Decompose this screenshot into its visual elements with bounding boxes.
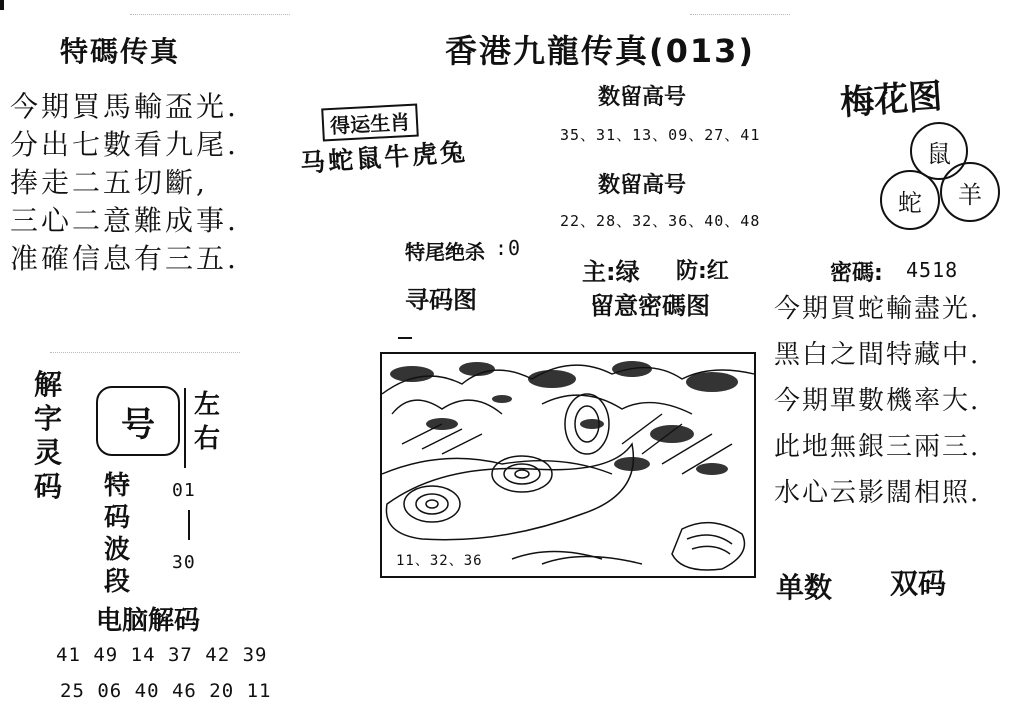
secret-code-label: 密碼: [830, 261, 883, 286]
tail-kill-label: 特尾绝杀 [405, 240, 485, 264]
plum-circle-label: 鼠 [927, 139, 951, 168]
pair-label: 双码 [890, 567, 947, 600]
second-group-label: 数留高号 [598, 173, 687, 198]
dash-mark [398, 337, 412, 339]
right-poem [774, 286, 980, 516]
odd-label: 单数 [776, 571, 833, 604]
right-poem-line: 今期買蛇輸盡光. [774, 294, 981, 324]
right-poem-line: 今期單數機率大. [774, 386, 981, 416]
riddle-box-char: 号 [121, 404, 155, 445]
riddle-side [194, 388, 224, 456]
riddle-special-char: 特 [104, 471, 131, 501]
left-poem [10, 88, 239, 278]
riddle-label-char: 字 [34, 402, 63, 435]
riddle-label [34, 368, 68, 504]
left-title: 特碼传真 [60, 35, 181, 68]
first-group-numbers: 35、31、13、09、27、41 [560, 126, 761, 144]
tail-kill-value: :0 [495, 236, 522, 260]
riddle-value-bottom: 30 [172, 552, 196, 573]
riddle-side-char: 左 [194, 390, 221, 420]
scene-numbers: 11、32、36 [396, 550, 483, 570]
plum-circle-sheep [940, 162, 1000, 222]
riddle-value-top: 01 [172, 480, 196, 501]
riddle-special-char: 波 [104, 535, 131, 565]
riddle-label-char: 码 [34, 470, 63, 503]
scene-title: 留意密碼图 [590, 292, 710, 320]
riddle-special [104, 470, 134, 598]
plum-circle-label: 羊 [958, 180, 982, 209]
lucky-zodiac-animals: 马蛇鼠牛虎兔 [299, 137, 469, 178]
riddle-side-char: 右 [194, 424, 221, 454]
computer-decode-row2: 25 06 40 46 20 11 [60, 680, 272, 702]
right-poem-line: 此地無銀三兩三. [774, 432, 981, 462]
right-poem-line: 水心云影闊相照. [774, 478, 981, 508]
scene-picture [380, 352, 756, 578]
riddle-vertical-line [184, 388, 186, 468]
seek-map-label: 寻码图 [405, 286, 477, 314]
scan-artifact-top-right [690, 14, 790, 15]
page-title: 香港九龍传真(013) [445, 32, 756, 70]
riddle-box [96, 386, 180, 456]
left-poem-line: 捧走二五切斷, [10, 166, 208, 199]
first-group-label: 数留高号 [598, 85, 687, 110]
computer-decode-row1: 41 49 14 37 42 39 [56, 644, 268, 666]
guard-color: 防:红 [676, 259, 729, 284]
main-color: 主:绿 [582, 258, 640, 286]
riddle-value-separator [188, 510, 190, 540]
plum-title: 梅花图 [838, 76, 944, 124]
riddle-label-char: 解 [34, 368, 63, 401]
second-group-numbers: 22、28、32、36、40、48 [560, 212, 761, 230]
riddle-special-char: 码 [104, 503, 131, 533]
lucky-zodiac-label: 得运生肖 [321, 104, 419, 142]
plum-circle-label: 蛇 [898, 188, 922, 217]
left-poem-line: 今期買馬輸盃光. [10, 90, 239, 123]
riddle-label-char: 灵 [34, 436, 63, 469]
right-poem-line: 黑白之間特藏中. [774, 340, 981, 370]
left-poem-line: 准確信息有三五. [10, 242, 239, 275]
computer-decode-label: 电脑解码 [96, 606, 201, 636]
secret-code-value: 4518 [906, 258, 959, 282]
left-poem-line: 三心二意難成事. [10, 204, 239, 237]
riddle-special-char: 段 [104, 567, 131, 597]
scan-artifact-top [130, 14, 290, 15]
scene-illustration [382, 354, 754, 576]
corner-mark [0, 0, 4, 10]
plum-circle-snake [880, 170, 940, 230]
left-poem-line: 分出七數看九尾. [10, 128, 239, 161]
riddle-divider [50, 352, 240, 353]
